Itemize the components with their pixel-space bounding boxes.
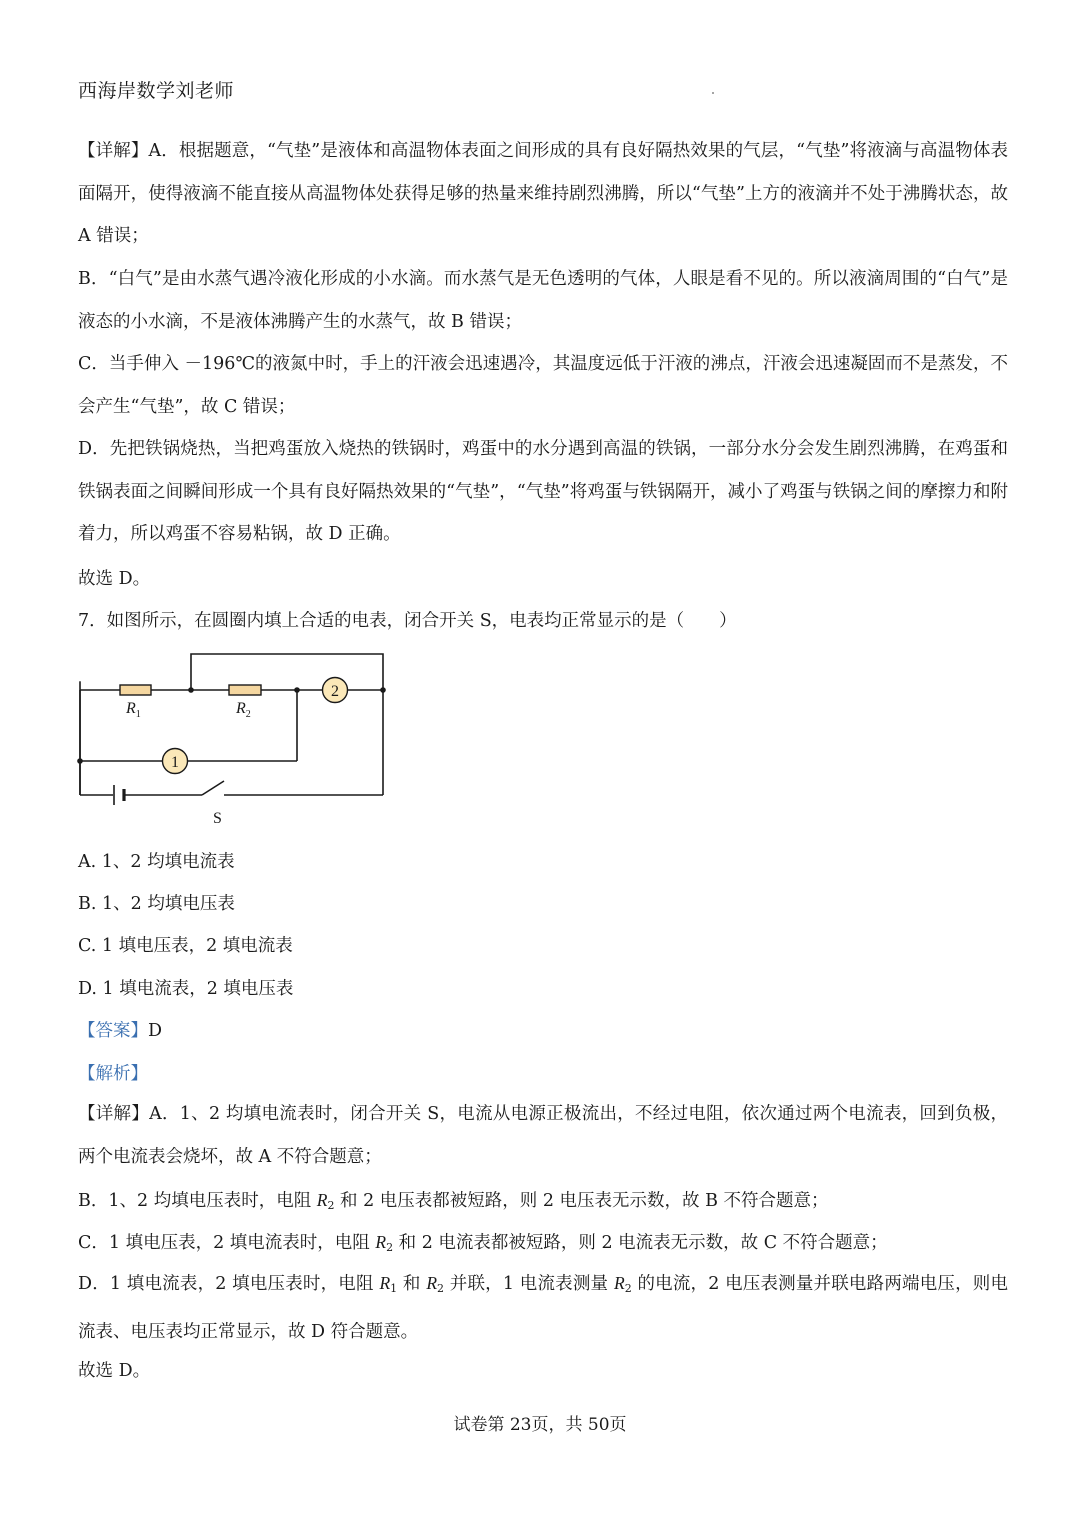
- q6-detail-b: B．“白气”是由水蒸气遇冷液化形成的小水滴。而水蒸气是无色透明的气体，人眼是看不见的。所以液滴周围的“白气”是液态的小水滴，不是液体沸腾产生的水蒸气，故 B 错误；: [78, 269, 1008, 332]
- detail-tag: 【详解】: [78, 141, 149, 161]
- q7-conclusion: 故选 D。: [78, 1361, 151, 1381]
- q7-option-d: D. 1 填电流表，2 填电压表: [78, 979, 294, 999]
- q7-option-c: C. 1 填电压表，2 填电流表: [78, 936, 293, 956]
- resistor-r1: [120, 685, 151, 695]
- q6-detail-d: D．先把铁锅烧热，当把鸡蛋放入烧热的铁锅时，鸡蛋中的水分遇到高温的铁锅，一部分水分会发生剧烈沸腾，在鸡蛋和铁锅表面之间瞬间形成一个具有良好隔热效果的“气垫”，“气垫”将鸡蛋与铁锅隔开，减小了鸡蛋与铁锅之间的摩擦力和附着力，所以鸡蛋不容易粘锅，故 D 正确。: [78, 439, 1008, 544]
- q6-a-text: A．根据题意，“气垫”是液体和高温物体表面之间形成的具有良好隔热效果的气层，“气垫”将液滴与高温物体表面隔开，使得液滴不能直接从高温物体处获得足够的热量来维持剧烈沸腾，所以“气垫”上方的液滴并不处于沸腾状态，故 A 错误；: [78, 141, 1009, 246]
- q6-detail-a: [78, 130, 1008, 258]
- q7-detail-a: [78, 1093, 1008, 1178]
- meter-2-label: 2: [331, 683, 339, 700]
- circuit-diagram: [70, 645, 400, 830]
- q7-da-text: A．1、2 均填电流表时，闭合开关 S，电流从电源正极流出，不经过电阻，依次通过两个电流表，回到负极，两个电流表会烧坏，故 A 不符合题意；: [78, 1104, 1008, 1167]
- detail-tag: 【详解】: [78, 1104, 150, 1124]
- q7-stem: 7．如图所示，在圆圈内填上合适的电表，闭合开关 S，电表均正常显示的是（ ）: [78, 611, 737, 631]
- r2-label: $R_2$: [236, 700, 251, 720]
- q7-option-a: A. 1、2 均填电流表: [78, 852, 235, 872]
- resistor-r2: [229, 685, 261, 695]
- q7-analysis-tag: 【解析】: [78, 1064, 148, 1084]
- switch-label: S: [213, 810, 222, 827]
- page-header-title: 西海岸数学刘老师: [78, 80, 235, 102]
- junction-dot: [77, 758, 83, 764]
- page-footer: 试卷第 23页，共 50页: [453, 1415, 627, 1435]
- q6-detail-c: C．当手伸入 －196℃的液氮中时，手上的汗液会迅速遇冷，其温度远低于汗液的沸点，汗液会迅速凝固而不是蒸发，不会产生“气垫”，故 C 错误；: [78, 354, 1008, 417]
- junction-dot: [188, 687, 194, 693]
- junction-dot: [380, 687, 386, 693]
- answer-value: D: [148, 1021, 163, 1041]
- answer-tag: 【答案】: [78, 1021, 148, 1041]
- q7-option-b: B. 1、2 均填电压表: [78, 894, 235, 914]
- junction-dot: [294, 687, 300, 693]
- bypass-wire: [191, 654, 383, 690]
- meter-1-label: 1: [171, 754, 179, 771]
- q7-answer: [78, 1017, 162, 1042]
- q7-detail-c: C．1 填电压表，2 填电流表时，电阻 $R_2$ 和 2 电流表都被短路，则 2 电流表无示数，故 C 不符合题意；: [78, 1232, 888, 1254]
- q7-detail-d: D．1 填电流表，2 填电压表时，电阻 $R_1$ 和 $R_2$ 并联，1 电流表测量 $R_2$ 的电流，2 电压表测量并联电路两端电压，则电流表、电压表均正常显示，故 D 符合题意。: [78, 1273, 1008, 1342]
- q6-conclusion: 故选 D。: [78, 569, 151, 589]
- q7-detail-b: B．1、2 均填电压表时，电阻 $R_2$ 和 2 电压表都被短路，则 2 电压表无示数，故 B 不符合题意；: [78, 1190, 829, 1212]
- scan-dot: [712, 92, 714, 94]
- r1-label: $R_1$: [126, 700, 141, 720]
